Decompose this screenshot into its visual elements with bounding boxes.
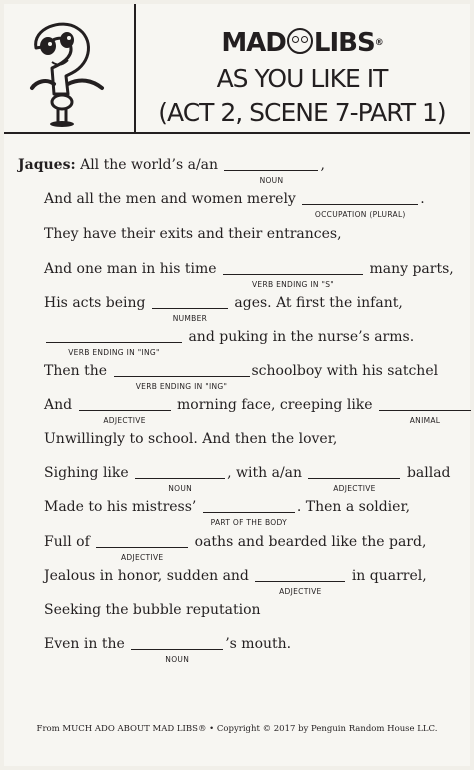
blank-adjective-1[interactable]: ADJECTIVE — [79, 396, 171, 411]
story-line-15: Even in the NOUN ’s mouth. — [44, 636, 292, 664]
blank-adjective-2[interactable]: ADJECTIVE — [308, 464, 400, 479]
blank-verb-ending-in-s[interactable]: VERB ENDING IN "S" — [223, 260, 363, 275]
blank-adjective-3[interactable]: ADJECTIVE — [96, 533, 188, 548]
story-line-2: And all the men and women merely OCCUPATION (PLURAL) . — [44, 191, 425, 219]
page-title: AS YOU LIKE IT — [216, 64, 388, 93]
blank-noun-2[interactable]: NOUN — [135, 464, 225, 479]
story-line-6: VERB ENDING IN "ING" and puking in the nurse’s arms. — [44, 328, 414, 346]
blank-part-of-the-body[interactable]: PART OF THE BODY — [203, 498, 295, 513]
page-subtitle: (ACT 2, SCENE 7-PART 1) — [158, 98, 446, 127]
story-line-11: Made to his mistress’ PART OF THE BODY . Then a soldier, — [44, 499, 411, 527]
story-line-1: Jaques: All the world’s a/an NOUN , — [18, 157, 325, 185]
blank-verb-ending-in-ing-1[interactable]: VERB ENDING IN "ING" — [46, 328, 182, 343]
story-line-3: They have their exits and their entrances, — [44, 226, 342, 242]
story-line-9: Unwillingly to school. And then the lover, — [44, 431, 338, 447]
story-line-7: Then the VERB ENDING IN "ING" schoolboy with his satchel — [44, 363, 439, 391]
page-header — [4, 4, 470, 134]
blank-noun-3[interactable]: NOUN — [131, 635, 223, 650]
mad-libs-brand: MAD LIBS® — [221, 28, 383, 58]
question-mark-mascot-icon — [22, 18, 112, 128]
blank-animal[interactable]: ANIMAL — [379, 396, 471, 411]
blank-noun[interactable]: NOUN — [224, 156, 318, 171]
logo-box — [4, 4, 136, 132]
story-line-5: His acts being NUMBER ages. At first the infant, — [44, 295, 403, 323]
blank-occupation-plural[interactable]: OCCUPATION (PLURAL) — [302, 190, 418, 205]
blank-adjective-4[interactable]: ADJECTIVE — [255, 567, 345, 582]
story-line-14: Seeking the bubble reputation — [44, 602, 261, 618]
story-line-12: Full of ADJECTIVE oaths and bearded like the pard, — [44, 534, 427, 562]
story-line-13: Jealous in honor, sudden and ADJECTIVE in quarrel, — [44, 568, 427, 596]
mad-libs-page — [4, 4, 470, 766]
speaker-name: Jaques: — [18, 157, 76, 173]
blank-number[interactable]: NUMBER — [152, 294, 228, 309]
story-line-4: And one man in his time VERB ENDING IN "S" many parts, — [44, 261, 454, 289]
story-line-10: Sighing like NOUN , with a/an ADJECTIVE ballad — [44, 465, 451, 493]
blank-verb-ending-in-ing-2[interactable]: VERB ENDING IN "ING" — [114, 362, 250, 377]
story-line-8: And ADJECTIVE morning face, creeping like ANIMAL — [44, 396, 473, 414]
copyright-footer: From MUCH ADO ABOUT MAD LIBS® • Copyright © 2017 by Penguin Random House LLC. — [36, 724, 438, 734]
